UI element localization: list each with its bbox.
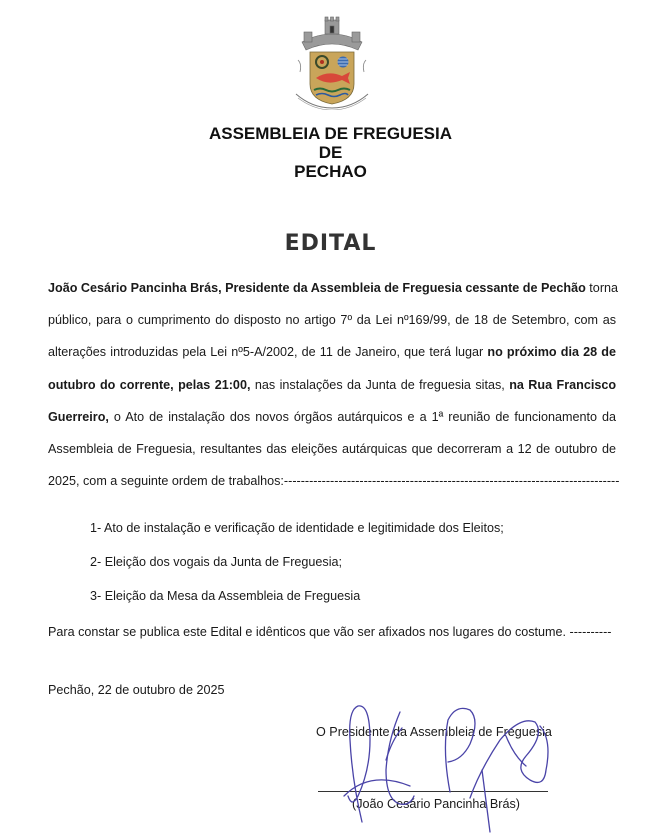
text: torna: [585, 281, 619, 295]
signatory-name: (João Cesário Pancinha Brás): [352, 797, 520, 811]
paragraph-line: [48, 474, 620, 489]
bold-text: na Rua Francisco: [509, 377, 617, 392]
assembly-title: ASSEMBLEIA DE FREGUESIA: [208, 124, 453, 143]
paragraph-line: [48, 281, 619, 295]
text: o Ato de instalação dos novos órgãos autárquicos e a 1ª reunião de funcionamento da: [108, 409, 616, 424]
text: Assembleia de Freguesia, resultantes das eleições autárquicas que decorreram a 12 de outubro de: [48, 442, 616, 456]
coat-of-arms-icon: [292, 12, 372, 110]
assembly-title-de: DE: [318, 143, 343, 162]
paragraph-line: [48, 378, 616, 392]
bold-text: outubro do corrente, pelas 21:00,: [48, 377, 251, 392]
agenda-item: 3- Eleição da Mesa da Assembleia de Freguesia: [90, 589, 361, 603]
assembly-title-parish: PECHAO: [294, 162, 367, 181]
closing-statement: Para constar se publica este Edital e idênticos que vão ser afixados nos lugares do costume. ----------: [48, 625, 612, 639]
agenda-item: 1- Ato de instalação e verificação de identidade e legitimidade dos Eleitos;: [90, 521, 504, 535]
agenda-item: 2- Eleição dos vogais da Junta de Freguesia;: [90, 555, 343, 569]
signatory-title: O Presidente da Assembleia de Freguesia: [316, 725, 552, 739]
paragraph-line: [48, 345, 616, 359]
paragraph-line: [48, 442, 616, 456]
bold-text: Guerreiro,: [48, 409, 109, 424]
bold-text: João Cesário Pancinha Brás, Presidente da Assembleia de Freguesia cessante de Pechão: [48, 281, 586, 295]
paragraph-line: [48, 313, 616, 327]
handwritten-signature: [330, 700, 560, 836]
signature-line: [318, 791, 548, 792]
text: nas instalações da Junta de freguesia sitas,: [250, 377, 510, 392]
text: público, para o cumprimento do disposto no artigo 7º da Lei nº169/99, de 18 de Setembro, com as: [48, 313, 616, 328]
paragraph-line: [48, 410, 616, 424]
place-and-date: Pechão, 22 de outubro de 2025: [48, 683, 225, 697]
text: 2025, com a seguinte ordem de trabalhos:--------------------------------------------------------------------------------: [48, 474, 620, 489]
mural-crown: [302, 17, 362, 50]
document-title: EDITAL: [284, 231, 377, 256]
text: alterações introduzidas pela Lei nº5-A/2002, de 11 de Janeiro, que terá lugar: [48, 345, 488, 360]
bold-text: no próximo dia 28 de: [487, 345, 616, 360]
